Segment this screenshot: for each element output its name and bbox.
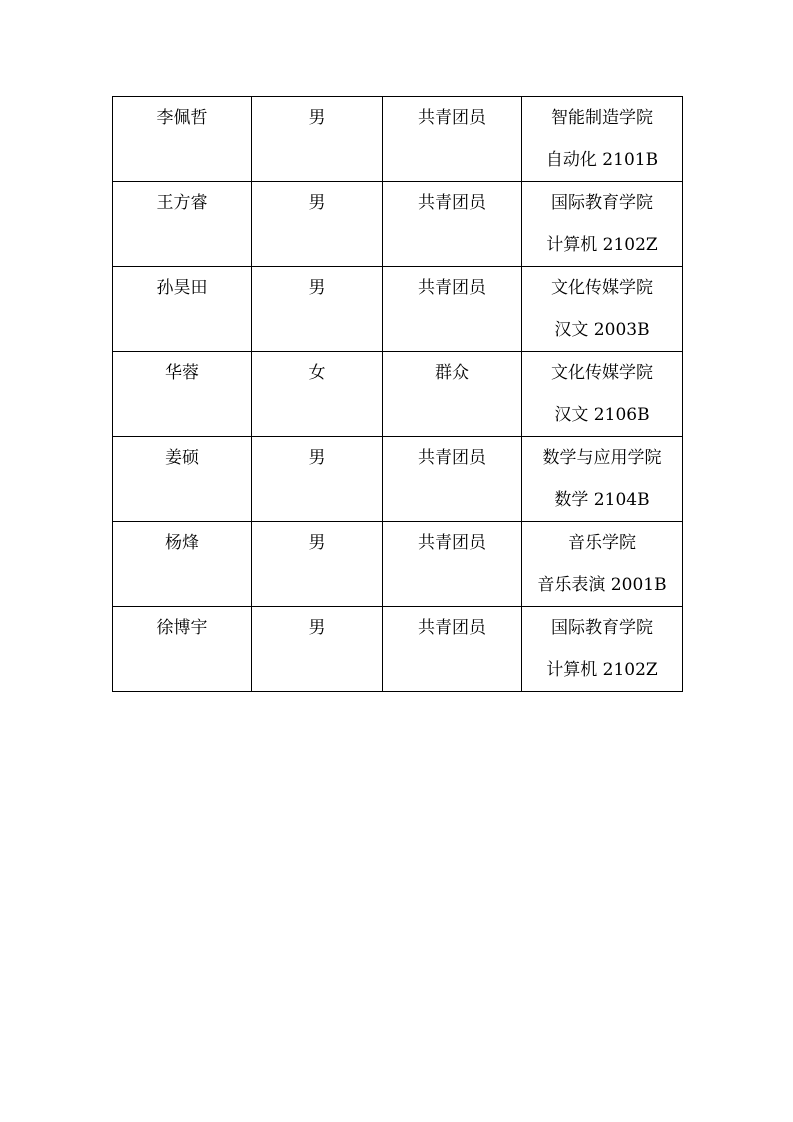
name-cell (113, 522, 252, 607)
gender-cell (252, 437, 383, 522)
unit-cell (522, 97, 683, 182)
unit-cell (522, 352, 683, 437)
unit-cell (522, 522, 683, 607)
member-name: 李佩哲 (156, 108, 208, 128)
table-row (113, 522, 683, 607)
member-name: 杨烽 (165, 533, 199, 553)
member-gender: 男 (308, 448, 326, 468)
member-gender: 男 (308, 533, 326, 553)
member-name: 徐博宇 (156, 618, 208, 638)
political-status-cell (383, 437, 522, 522)
gender-cell (252, 267, 383, 352)
member-college: 智能制造学院 (551, 108, 653, 128)
name-cell (113, 267, 252, 352)
table-row (113, 267, 683, 352)
name-cell (113, 437, 252, 522)
member-college: 国际教育学院 (551, 193, 653, 213)
member-college: 文化传媒学院 (551, 278, 653, 298)
member-name: 华蓉 (165, 363, 199, 383)
name-cell (113, 182, 252, 267)
member-gender: 男 (308, 278, 326, 298)
political-status-cell (383, 267, 522, 352)
member-college: 音乐学院 (568, 533, 636, 553)
name-cell (113, 607, 252, 692)
member-political-status: 共青团员 (418, 108, 486, 128)
member-class: 计算机 2102Z (546, 235, 658, 255)
table-row (113, 97, 683, 182)
member-class: 汉文 2003B (554, 320, 650, 340)
gender-cell (252, 97, 383, 182)
member-class: 音乐表演 2001B (537, 575, 667, 595)
member-college: 数学与应用学院 (542, 448, 662, 468)
member-political-status: 共青团员 (418, 618, 486, 638)
unit-cell (522, 607, 683, 692)
member-college: 国际教育学院 (551, 618, 653, 638)
member-table (112, 96, 683, 692)
table-row (113, 352, 683, 437)
member-gender: 男 (308, 108, 326, 128)
member-class: 数学 2104B (554, 490, 650, 510)
unit-cell (522, 437, 683, 522)
member-political-status: 共青团员 (418, 533, 486, 553)
gender-cell (252, 352, 383, 437)
political-status-cell (383, 607, 522, 692)
member-name: 王方睿 (156, 193, 208, 213)
political-status-cell (383, 97, 522, 182)
name-cell (113, 97, 252, 182)
member-table-body (113, 97, 683, 692)
member-political-status: 群众 (435, 363, 469, 383)
member-gender: 男 (308, 193, 326, 213)
member-gender: 女 (308, 363, 326, 383)
member-class: 自动化 2101B (545, 150, 659, 170)
table-row (113, 182, 683, 267)
table-row (113, 607, 683, 692)
gender-cell (252, 182, 383, 267)
member-gender: 男 (308, 618, 326, 638)
member-college: 文化传媒学院 (551, 363, 653, 383)
political-status-cell (383, 522, 522, 607)
gender-cell (252, 522, 383, 607)
name-cell (113, 352, 252, 437)
member-political-status: 共青团员 (418, 278, 486, 298)
gender-cell (252, 607, 383, 692)
member-class: 计算机 2102Z (546, 660, 658, 680)
unit-cell (522, 267, 683, 352)
unit-cell (522, 182, 683, 267)
table-row (113, 437, 683, 522)
member-name: 姜硕 (165, 448, 199, 468)
member-political-status: 共青团员 (418, 193, 486, 213)
political-status-cell (383, 182, 522, 267)
member-class: 汉文 2106B (554, 405, 650, 425)
member-name: 孙昊田 (156, 278, 208, 298)
political-status-cell (383, 352, 522, 437)
member-political-status: 共青团员 (418, 448, 486, 468)
